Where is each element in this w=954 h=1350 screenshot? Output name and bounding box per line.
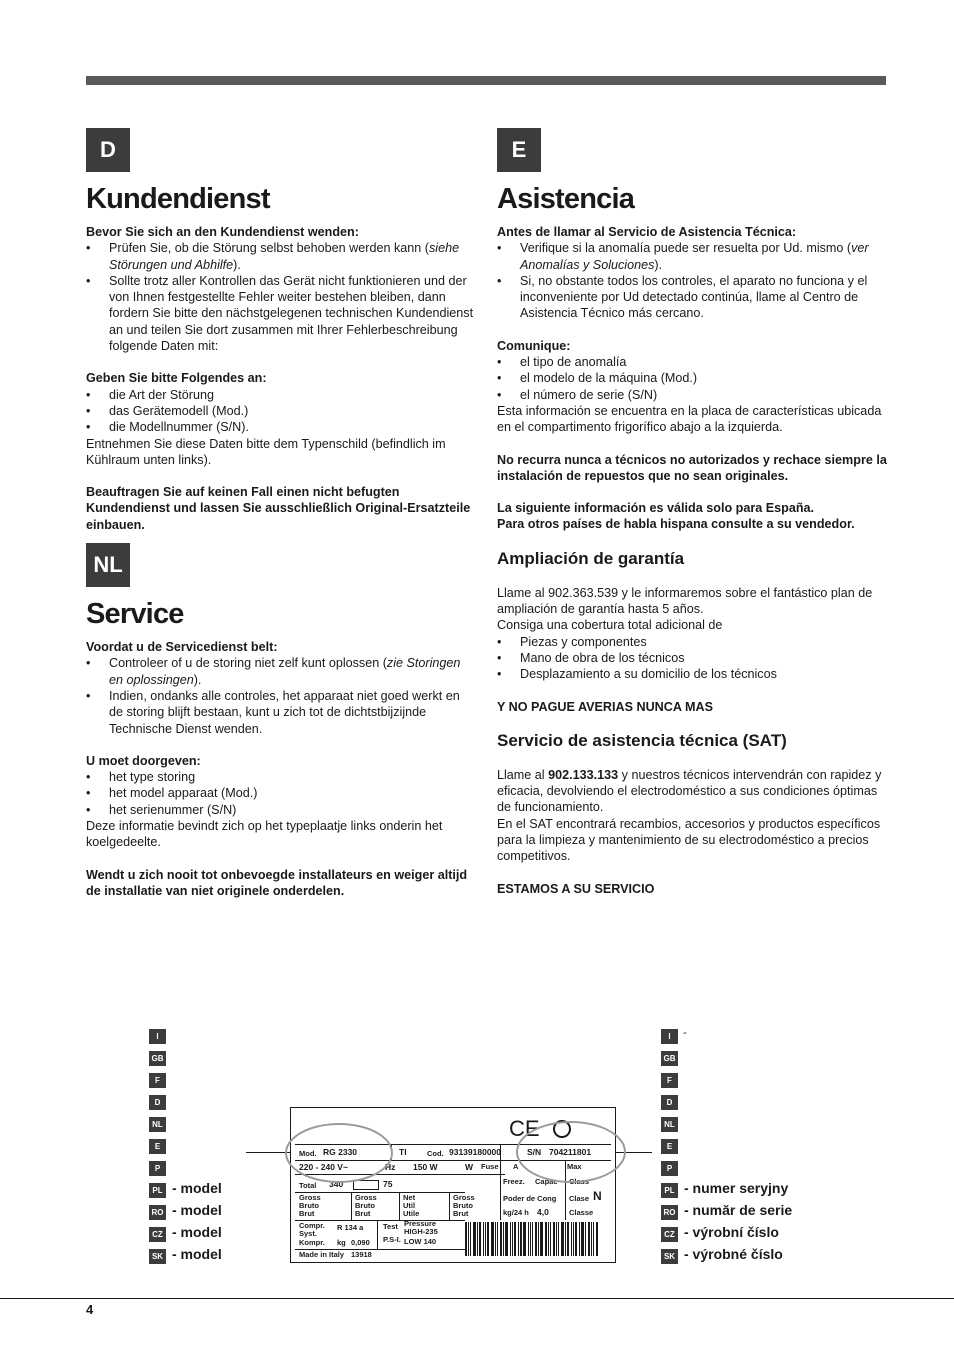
title-kundendienst: Kundendienst: [86, 183, 270, 215]
list-item: • die Modellnummer (S/N).: [86, 419, 476, 435]
country-code: GB: [149, 1051, 166, 1066]
serial-label: - výrobné číslo: [684, 1246, 783, 1262]
country-code: D: [149, 1095, 166, 1110]
country-code: F: [149, 1073, 166, 1088]
list-item: • Sollte trotz aller Kontrollen das Gerät nicht funktionieren und der von Ihnen festgestellte Fehler weiter bestehen bleiben, dann fordern Sie bitte den nächstgelegenen technischen Kundendienst an und teilen Sie dort zusammen mit Ihrer Fehlerbeschreibung folgende Daten mit:: [86, 273, 476, 354]
list-item: • het type storing: [86, 769, 476, 785]
de-warning: Beauftragen Sie auf keinen Fall einen nicht befugten Kundendienst und lassen Sie ausschließlich Original-Ersatzteile einbauen.: [86, 485, 471, 532]
dash-mark: -: [683, 1027, 687, 1039]
top-rule: [86, 76, 886, 85]
list-item: • Verifique si la anomalía puede ser resuelta por Ud. mismo (ver Anomalías y Soluciones).: [497, 240, 887, 273]
list-item: • het serienummer (S/N): [86, 802, 476, 818]
country-code: NL: [149, 1117, 166, 1132]
de-info-heading: Geben Sie bitte Folgendes an:: [86, 371, 267, 386]
code-value: 93139180000: [449, 1147, 502, 1157]
es-check-list: [497, 240, 887, 321]
list-item: • das Gerätemodell (Mod.): [86, 403, 476, 419]
es-reference-link: ver Anomalías y Soluciones: [520, 241, 869, 272]
warranty-text: Llame al 902.363.539 y le informaremos sobre el fantástico plan de ampliación de garantía hasta 5 años.: [497, 585, 873, 617]
right-column: [497, 128, 887, 897]
language-badge-d: D: [86, 128, 130, 172]
model-highlight-ring: [285, 1123, 393, 1183]
model-label: - model: [172, 1246, 222, 1262]
sat-text-2: En el SAT encontrará recambios, accesorios y productos específicos para la limpieza y mantenimiento de su electrodoméstico a precios competitivos.: [497, 816, 881, 864]
list-item: • Desplazamiento a su domicilio de los técnicos: [497, 666, 887, 682]
country-code: P: [149, 1161, 166, 1176]
es-before-heading: Antes de llamar al Servicio de Asistencia Técnica:: [497, 225, 797, 239]
serial-value: 704211801: [549, 1147, 592, 1157]
serial-label: - numer seryjny: [684, 1180, 789, 1196]
model-value: RG 2330: [323, 1147, 358, 1157]
sat-text: Llame al 902.133.133 y nuestros técnicos intervendrán con rapidez y eficacia, devolviendo el electrodoméstico a sus condiciones óptimas de funcionamiento.: [497, 767, 882, 815]
es-spain-note-1: La siguiente información es válida solo para España.: [497, 501, 815, 516]
country-code: E: [661, 1139, 678, 1154]
es-info-list: [497, 354, 887, 403]
nl-info-note: Deze informatie bevindt zich op het typeplaatje links onderin het koelgedeelte.: [86, 819, 443, 850]
de-before-heading: Bevor Sie sich an den Kundendienst wenden:: [86, 225, 359, 239]
nl-before-heading: Voordat u de Servicedienst belt:: [86, 640, 278, 655]
list-item: • Indien, ondanks alle controles, het apparaat niet goed werkt en de storing blijft bestaan, kunt u zich tot de dichtstbijzijnde Technische Dienst wenden.: [86, 688, 476, 737]
left-column: [86, 128, 476, 899]
country-code: PL: [149, 1183, 166, 1198]
title-asistencia: Asistencia: [497, 183, 635, 215]
country-code: CZ: [149, 1227, 166, 1242]
country-code: PL: [661, 1183, 678, 1198]
country-code: RO: [661, 1205, 678, 1220]
nl-info-heading: U moet doorgeven:: [86, 753, 201, 768]
sat-slogan: ESTAMOS A SU SERVICIO: [497, 881, 655, 896]
list-item: • die Art der Störung: [86, 387, 476, 403]
country-code: E: [149, 1139, 166, 1154]
star-rating-icon: [353, 1180, 379, 1190]
nl-reference-link: zie Storingen en oplossingen: [109, 656, 461, 687]
list-item: • het model apparaat (Mod.): [86, 785, 476, 801]
footer-rule: [0, 1298, 954, 1299]
model-label: - model: [172, 1180, 222, 1196]
country-code: SK: [661, 1249, 678, 1264]
de-info-note: Entnehmen Sie diese Daten bitte dem Typenschild (befindlich im Kühlraum unten links).: [86, 436, 446, 467]
country-code: F: [661, 1073, 678, 1088]
title-service: Service: [86, 598, 184, 631]
nl-info-list: [86, 769, 476, 818]
country-code: RO: [149, 1205, 166, 1220]
de-check-list: [86, 240, 476, 354]
country-code: GB: [661, 1051, 678, 1066]
list-item: • Prüfen Sie, ob die Störung selbst behoben werden kann (siehe Störungen und Abhilfe).: [86, 240, 476, 273]
rating-plate: CE Mod. RG 2330 TI Cod. 93139180000 S/N 704211801 220 - 240 V~ Hz 150 W W Fuse A Max Total 340 75 Gross Bruto Brut Gross Bruto Brut Net Util Utile Gross Bruto Brut Freez. Capac Poder de Cong kg/24 h 4,0 Class Clase Classe N Compr. Syst. Kompr. R 134 a kg 0,090 Test P.S-I. Pressure HIGH-235 LOW 140 Made in Italy 13918: [290, 1107, 616, 1263]
sat-phone: 902.133.133: [548, 767, 619, 782]
list-item: • el tipo de anomalía: [497, 354, 887, 370]
climate-class-value: N: [593, 1189, 602, 1203]
sat-title: Servicio de asistencia técnica (SAT): [497, 730, 787, 750]
country-code: I: [149, 1029, 166, 1044]
language-badge-nl: NL: [86, 543, 130, 587]
es-warning: No recurra nunca a técnicos no autorizados y rechace siempre la instalación de repuestos que no sean originales.: [497, 452, 887, 483]
de-info-list: [86, 387, 476, 436]
list-item: • Si, no obstante todos los controles, el aparato no funciona y el inconveniente por Ud detectado continúa, llame al Centro de Asistencia Técnico más cercano.: [497, 273, 887, 322]
serial-highlight-ring: [516, 1121, 626, 1183]
warranty-title: Ampliación de garantía: [497, 548, 685, 568]
warranty-cover: Consiga una cobertura total adicional de: [497, 618, 723, 633]
country-code: D: [661, 1095, 678, 1110]
warranty-list: [497, 634, 887, 683]
list-item: • Mano de obra de los técnicos: [497, 650, 887, 666]
country-code: CZ: [661, 1227, 678, 1242]
es-info-heading: Comunique:: [497, 338, 571, 353]
barcode-icon: [465, 1222, 610, 1256]
list-item: • Piezas y componentes: [497, 634, 887, 650]
warranty-slogan: Y NO PAGUE AVERIAS NUNCA MAS: [497, 699, 713, 714]
ce-mark-icon: CE: [509, 1116, 540, 1141]
list-item: • Controleer of u de storing niet zelf kunt oplossen (zie Storingen en oplossingen).: [86, 655, 476, 688]
serial-label: - výrobní číslo: [684, 1224, 779, 1240]
es-info-note: Esta información se encuentra en la placa de características ubicada en el compartimento frigorífico abajo a la izquierda.: [497, 403, 882, 435]
model-label: - model: [172, 1224, 222, 1240]
country-code: SK: [149, 1249, 166, 1264]
country-code: NL: [661, 1117, 678, 1132]
country-code: P: [661, 1161, 678, 1176]
es-spain-note-2: Para otros países de habla hispana consulte a su vendedor.: [497, 517, 855, 532]
page-number: 4: [86, 1302, 94, 1317]
list-item: • el modelo de la máquina (Mod.): [497, 370, 887, 386]
nl-check-list: [86, 655, 476, 736]
nl-warning: Wendt u zich nooit tot onbevoegde installateurs en weiger altijd de installatie van niet originele onderdelen.: [86, 867, 468, 898]
country-code: I: [661, 1029, 678, 1044]
model-label: - model: [172, 1202, 222, 1218]
de-reference-link: siehe Störungen und Abhilfe: [109, 241, 460, 272]
list-item: • el número de serie (S/N): [497, 387, 887, 403]
language-badge-e: E: [497, 128, 541, 172]
serial-label: - număr de serie: [684, 1202, 793, 1218]
